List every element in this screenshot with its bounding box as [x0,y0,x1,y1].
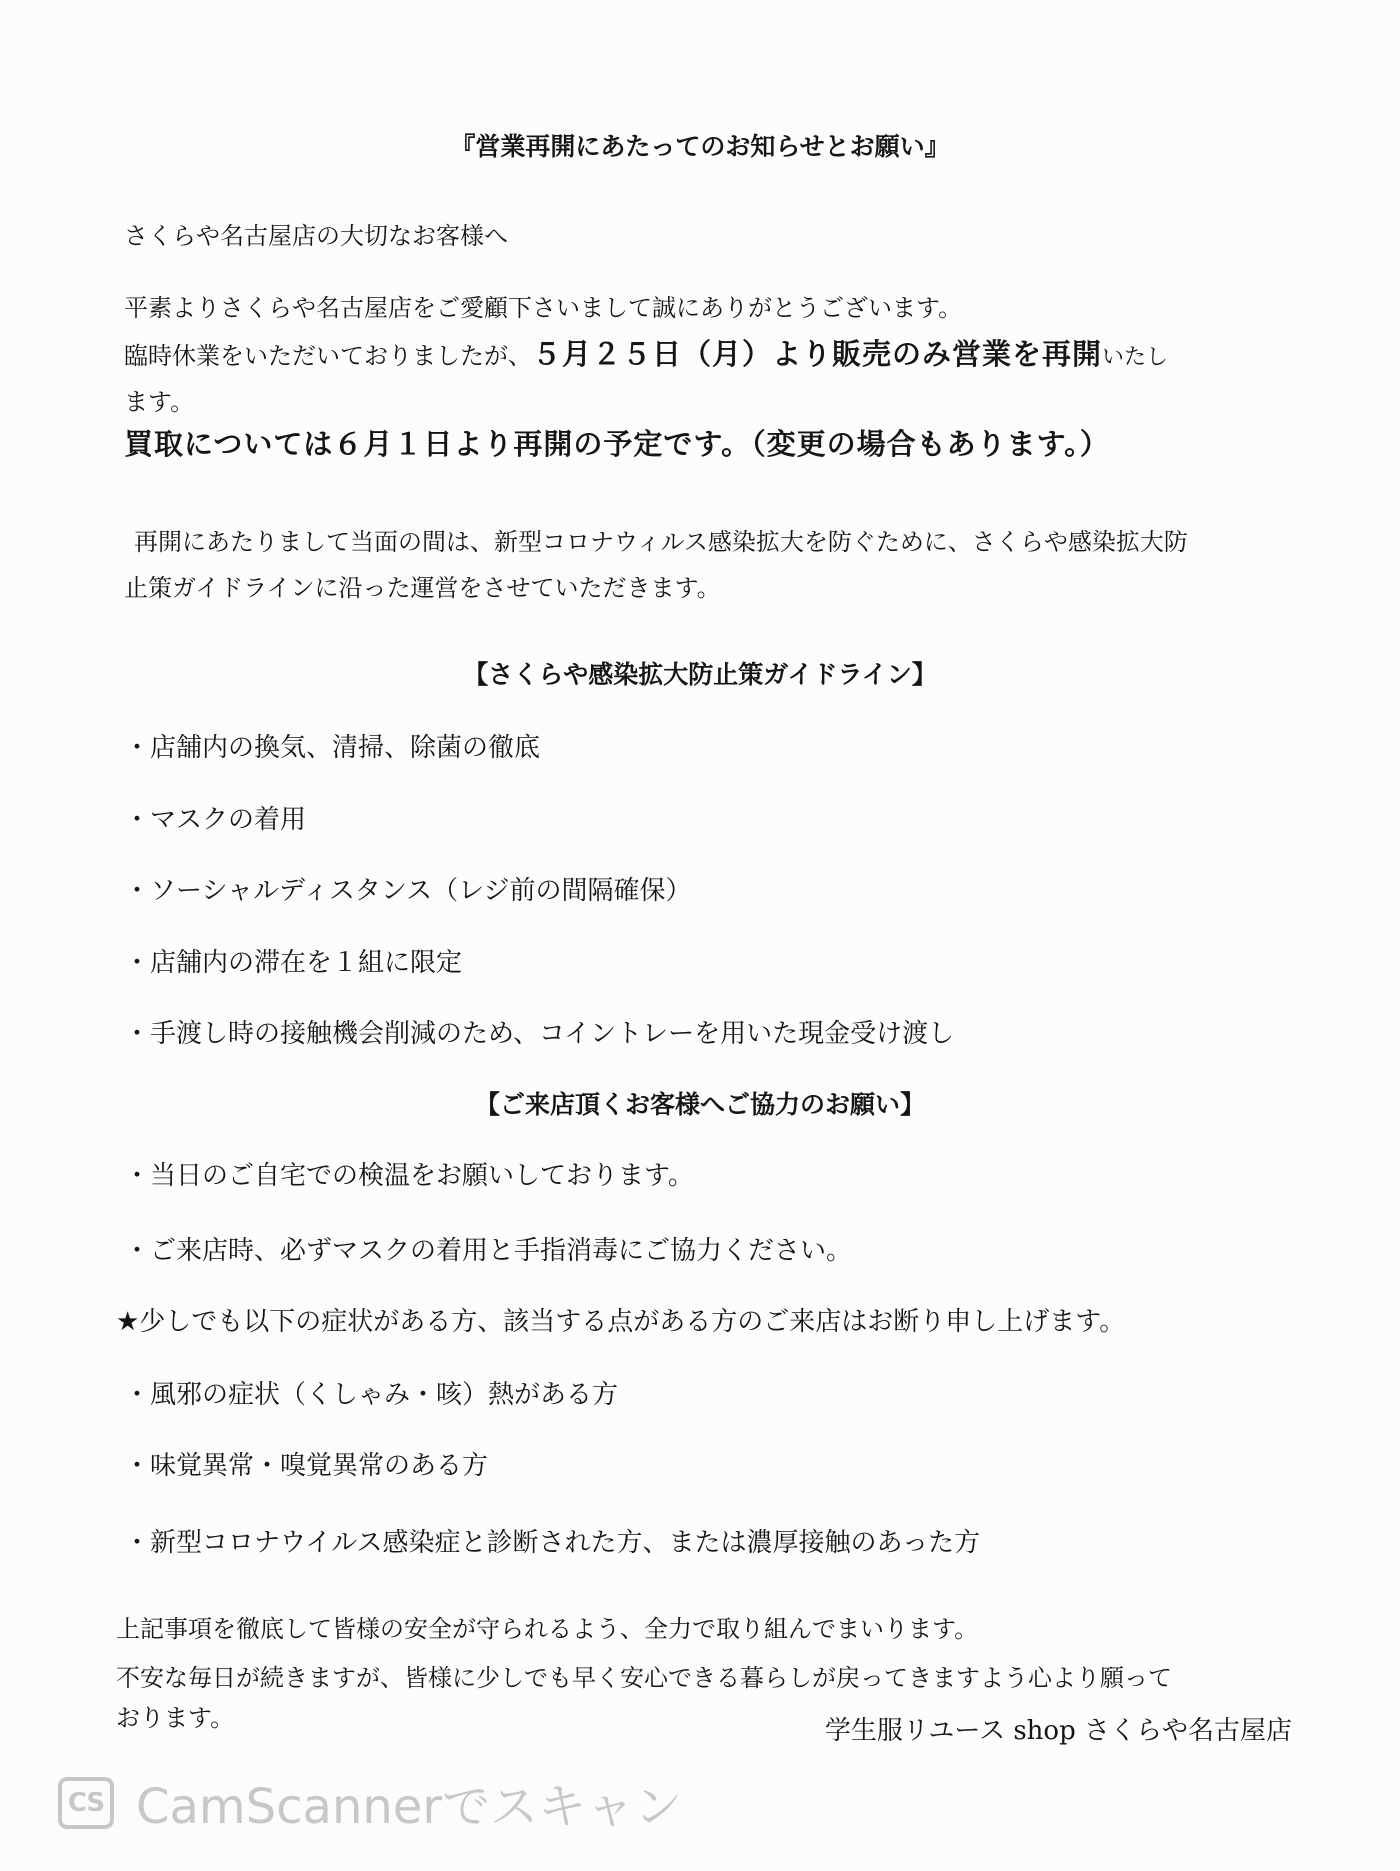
guideline-item: ・店舗内の滞在を１組に限定 [124,948,463,978]
closing-line-1: 上記事項を徹底して皆様の安全が守られるよう、全力で取り組んでまいります。 [116,1615,979,1643]
watermark-text: CamScannerでスキャン [136,1779,683,1835]
guideline-item: ・店舗内の換気、清掃、除菌の徹底 [124,733,541,763]
buyback-notice: 買取については６月１日より再開の予定です。（変更の場合もあります。） [124,427,1110,461]
symptom-item: ・風邪の症状（くしゃみ・咳）熱がある方 [124,1380,619,1410]
policy-line-2: 止策ガイドラインに沿った運営をさせていただきます。 [124,574,721,602]
symptom-item: ・新型コロナウイルス感染症と診断された方、または濃厚接触のあった方 [124,1528,981,1558]
request-heading: 【ご来店頂くお客様へご協力のお願い】 [474,1090,925,1119]
intro-line-2-prefix: 臨時休業をいただいておりましたが、 [124,342,532,370]
guideline-heading: 【さくらや感染拡大防止策ガイドライン】 [463,660,937,689]
camscanner-logo-icon: CS [58,1777,114,1829]
reopening-date-emphasis: ５月２５日（月）より販売のみ営業を再開 [532,337,1103,371]
intro-line-2-suffix: いたし [1102,345,1169,370]
document-title: 『営業再開にあたってのお知らせとお願い』 [450,132,950,161]
intro-line-1: 平素よりさくらや名古屋店をご愛顧下さいまして誠にありがとうございます。 [124,294,963,322]
intro-line-2 [124,337,1168,372]
closing-line-2: 不安な毎日が続きますが、皆様に少しでも早く安心できる暮らしが戻ってきますよう心より願って [116,1664,1172,1692]
refusal-notice: ★少しでも以下の症状がある方、該当する点がある方のご来店はお断り申し上げます。 [116,1307,1126,1337]
salutation: さくらや名古屋店の大切なお客様へ [124,222,508,250]
guideline-item: ・ソーシャルディスタンス（レジ前の間隔確保） [124,876,692,906]
camscanner-watermark [58,1768,682,1837]
symptom-item: ・味覚異常・嗅覚異常のある方 [124,1451,489,1481]
request-item: ・ご来店時、必ずマスクの着用と手指消毒にご協力ください。 [124,1236,853,1266]
policy-line-1: 再開にあたりまして当面の間は、新型コロナウィルス感染拡大を防ぐために、さくらや感染拡大防 [134,528,1188,556]
guideline-item: ・手渡し時の接触機会削減のため、コイントレーを用いた現金受け渡し [124,1019,955,1049]
closing-line-3: おります。 [116,1704,235,1732]
request-item: ・当日のご自宅での検温をお願いしております。 [124,1161,694,1191]
guideline-item: ・マスクの着用 [124,805,307,835]
intro-line-3: ます。 [124,388,195,416]
store-signature: 学生服リユース shop さくらや名古屋店 [824,1716,1292,1746]
